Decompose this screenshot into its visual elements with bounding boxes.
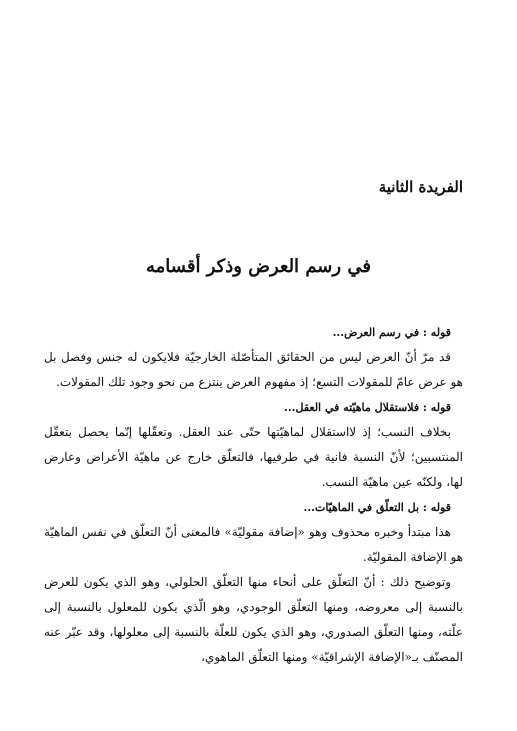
paragraph: بخلاف النسب؛ إذ لااستقلال لماهيّتها حتّى عند العقل. وتعقّلها إنّما يحصل بتعقّل المنتسبين؛ لأنّ النسبة فانية في طرفيها، فالتعلّق خارج عن ماهيّة الأعراض وعارض لها، ولكنّه عين ماهيّة النسب.: [44, 425, 463, 489]
paragraph: وتوضيح ذلك : أنّ التعلّق على أنحاء منها التعلّق الحلولي، وهو الذي يكون للعرض بالنسبة إلى معروضه، ومنها التعلّق الوجودي، وهو الّذي يكون للمعلول بالنسبة إلى علّته، ومنها التعلّق الصدوري، وهو الذي يكون للعلّة بالنسبة إلى معلولها، وقد عبّر عنه المصنّف بـ«الإضافة الإشراقيّة» ومنها التعلّق الماهوي،: [44, 575, 463, 664]
paragraph: هذا مبتدأ وخبره محذوف وهو «إضافة مقوليّة» فالمعنى أنّ التعلّق في نفس الماهيّة هو الإضافة المقوليّة.: [44, 525, 463, 564]
body-text: [44, 320, 463, 670]
section-title: الفريدة الثانية: [378, 178, 463, 196]
commentary-heading: قوله : فلاستقلال ماهيّته في العقل...: [284, 401, 451, 414]
paragraph: قد مرّ أنّ العرض ليس من الحقائق المتأصّلة الخارجيّة فلايكون له جنس وفصل بل هو عرض عامّ للمقولات التسع؛ إذ مفهوم العرض ينتزع من نحو وجود تلك المقولات.: [44, 350, 463, 389]
page-title: في رسم العرض وذكر أقسامه: [146, 256, 371, 277]
commentary-heading: قوله : بل التعلّق في الماهيّات...: [303, 501, 451, 514]
commentary-heading: قوله : في رسم العرض...: [332, 326, 451, 339]
